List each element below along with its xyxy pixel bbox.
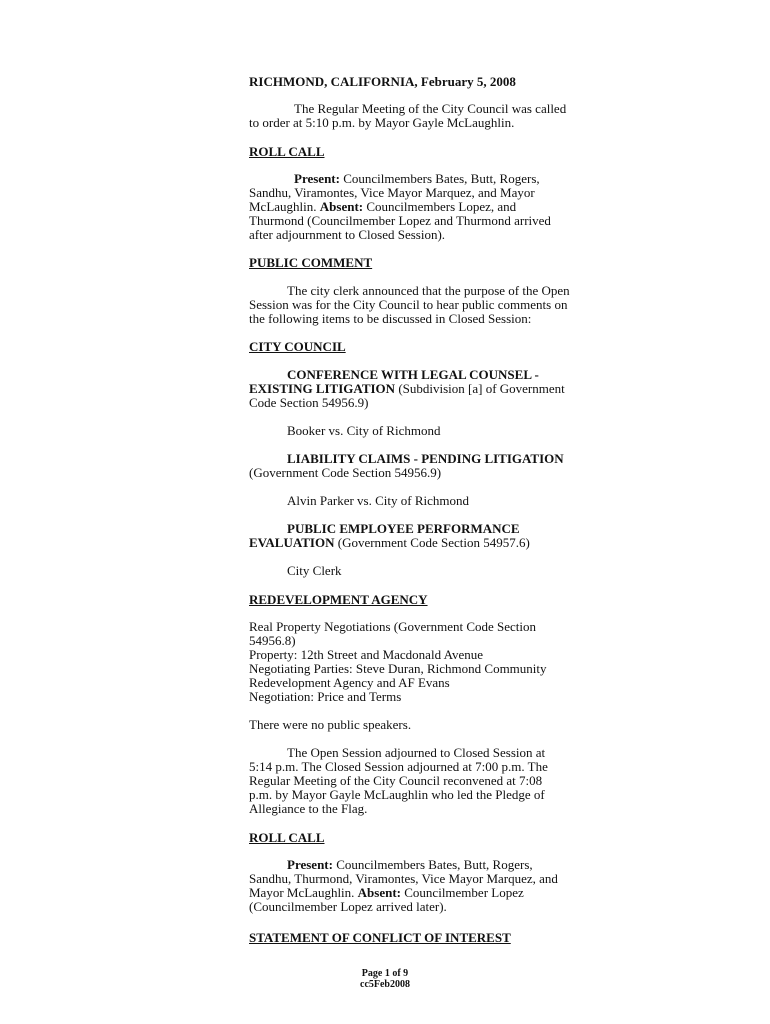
adjournment-line-3: Regular Meeting of the City Council reconvened at 7:08: [249, 773, 543, 788]
adjournment-line-2: 5:14 p.m. The Closed Session adjourned at 7:00 p.m. The: [249, 759, 548, 774]
closed-session-item-3: [249, 522, 629, 550]
public-speakers-text: There were no public speakers.: [249, 717, 412, 732]
absent-label-2: Absent:: [357, 885, 402, 900]
roll-call-2-line-4: (Councilmember Lopez arrived later).: [249, 899, 447, 914]
roll-call-2-line-3b: Councilmember Lopez: [404, 885, 524, 900]
adjournment-line-4: p.m. by Mayor Gayle McLaughlin who led the Pledge of: [249, 787, 545, 802]
roll-call-heading-1: ROLL CALL: [249, 144, 325, 159]
roll-call-1-line-2: Sandhu, Viramontes, Vice Mayor Marquez, and Mayor: [249, 185, 535, 200]
public-comment-line-3: the following items to be discussed in Closed Session:: [249, 311, 532, 326]
roll-call-1-paragraph: [249, 172, 629, 242]
roll-call-1-line-4: Thurmond (Councilmember Lopez and Thurmond arrived: [249, 213, 551, 228]
roll-call-heading-2: ROLL CALL: [249, 830, 325, 845]
redevelopment-line-6: Negotiation: Price and Terms: [249, 689, 402, 704]
document-id: cc5Feb2008: [360, 979, 410, 990]
public-comment-heading: PUBLIC COMMENT: [249, 255, 373, 270]
present-label-2: Present:: [287, 857, 333, 872]
item-2-title: LIABILITY CLAIMS - PENDING LITIGATION: [287, 451, 564, 466]
document-title: RICHMOND, CALIFORNIA, February 5, 2008: [249, 74, 516, 89]
item-1-case: [249, 424, 629, 438]
roll-call-2-paragraph: [249, 858, 629, 914]
page-number: Page 1 of 9: [361, 968, 409, 979]
public-comment-paragraph: [249, 284, 629, 326]
roll-call-1-line-1: Councilmembers Bates, Butt, Rogers,: [343, 171, 540, 186]
item-1-title: CONFERENCE WITH LEGAL COUNSEL -: [287, 367, 539, 382]
closed-session-item-2: [249, 452, 629, 480]
redevelopment-line-2: 54956.8): [249, 633, 296, 648]
roll-call-2-line-1: Councilmembers Bates, Butt, Rogers,: [336, 857, 533, 872]
roll-call-1-line-5: after adjournment to Closed Session).: [249, 227, 446, 242]
item-3-title: PUBLIC EMPLOYEE PERFORMANCE: [287, 521, 520, 536]
item-2-case: [249, 494, 629, 508]
intro-line-1: The Regular Meeting of the City Council was called: [294, 101, 567, 116]
conflict-of-interest-heading: STATEMENT OF CONFLICT OF INTEREST: [249, 930, 511, 945]
public-speakers-note: [249, 718, 629, 732]
item-2-citation: (Government Code Section 54956.9): [249, 465, 442, 480]
item-2-case-text: Alvin Parker vs. City of Richmond: [287, 493, 469, 508]
redevelopment-agency-heading: REDEVELOPMENT AGENCY: [249, 592, 428, 607]
adjournment-line-5: Allegiance to the Flag.: [249, 801, 368, 816]
roll-call-1-line-3b: Councilmembers Lopez, and: [366, 199, 517, 214]
roll-call-2-line-2: Sandhu, Thurmond, Viramontes, Vice Mayor Marquez, and: [249, 871, 558, 886]
closed-session-item-1: [249, 368, 629, 410]
public-comment-line-1: The city clerk announced that the purpose of the Open: [287, 283, 570, 298]
item-1-case-text: Booker vs. City of Richmond: [287, 423, 441, 438]
intro-line-2: to order at 5:10 p.m. by Mayor Gayle McLaughlin.: [249, 115, 515, 130]
redevelopment-paragraph: [249, 620, 629, 704]
redevelopment-line-4: Negotiating Parties: Steve Duran, Richmond Community: [249, 661, 547, 676]
redevelopment-line-3: Property: 12th Street and Macdonald Avenue: [249, 647, 484, 662]
redevelopment-line-1: Real Property Negotiations (Government Code Section: [249, 619, 537, 634]
absent-label: Absent:: [319, 199, 364, 214]
roll-call-2-line-3a: Mayor McLaughlin.: [249, 885, 355, 900]
item-3-title-cont: EVALUATION: [249, 535, 335, 550]
roll-call-1-line-3a: McLaughlin.: [249, 199, 317, 214]
city-council-heading: CITY COUNCIL: [249, 339, 346, 354]
present-label: Present:: [294, 171, 340, 186]
item-1-citation-cont: Code Section 54956.9): [249, 395, 369, 410]
item-3-case: [249, 564, 629, 578]
item-1-citation: (Subdivision [a] of Government: [398, 381, 565, 396]
adjournment-paragraph: [249, 746, 629, 816]
item-3-case-text: City Clerk: [287, 563, 342, 578]
item-1-title-cont: EXISTING LITIGATION: [249, 381, 396, 396]
item-3-citation: (Government Code Section 54957.6): [337, 535, 530, 550]
adjournment-line-1: The Open Session adjourned to Closed Session at: [287, 745, 546, 760]
intro-paragraph: [249, 102, 629, 130]
public-comment-line-2: Session was for the City Council to hear public comments on: [249, 297, 568, 312]
redevelopment-line-5: Redevelopment Agency and AF Evans: [249, 675, 450, 690]
